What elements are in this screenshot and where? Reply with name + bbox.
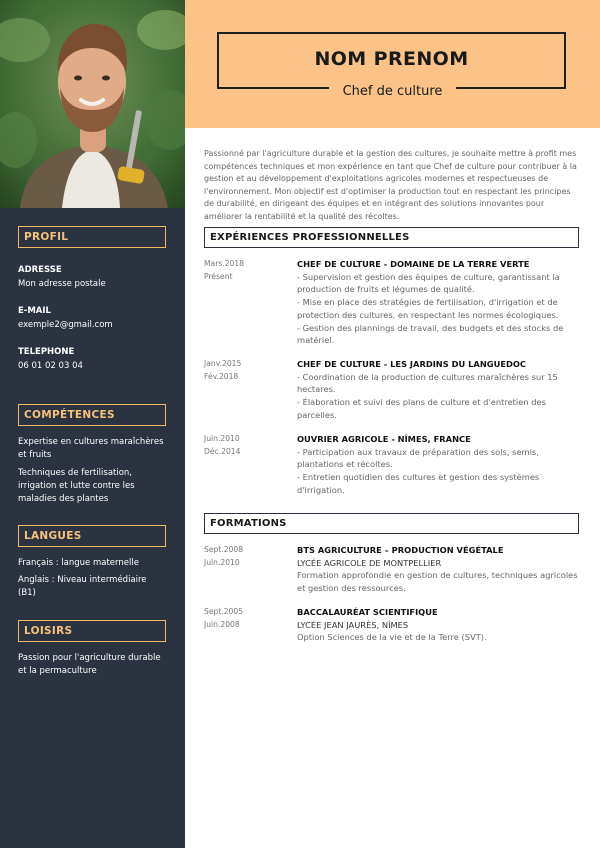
address-label: ADRESSE (18, 265, 62, 275)
job-title-wrap (185, 80, 600, 99)
header-band (185, 0, 600, 128)
address-value: Mon adresse postale (18, 279, 106, 289)
experience-title: CHEF DE CULTURE - LES JARDINS DU LANGUEDOC (297, 359, 527, 369)
hobbies-text: Passion pour l'agriculture durable et la permaculture (18, 653, 161, 676)
end-date: Déc.2014 (204, 446, 241, 456)
education-line: Formation approfondie en gestion de cultures, techniques agricoles (297, 570, 578, 580)
experience-dates (204, 433, 294, 458)
language-item: Anglais : Niveau intermédiaire (B1) (18, 575, 147, 598)
languages-heading: LANGUES (18, 525, 166, 547)
end-date: Juin.2010 (204, 557, 240, 567)
phone-label: TELEPHONE (18, 347, 75, 357)
experience-heading: EXPÉRIENCES PROFESSIONNELLES (204, 227, 579, 248)
experience-line: production de fruits et légumes de qualité. (297, 284, 475, 295)
education-dates (204, 606, 294, 631)
start-date: Sept.2005 (204, 607, 244, 616)
experience-title: OUVRIER AGRICOLE - NÎMES, FRANCE (297, 434, 471, 444)
profile-heading: PROFIL (18, 226, 166, 248)
sidebar (0, 0, 185, 848)
education-title: BTS AGRICULTURE – PRODUCTION VÉGÉTALE (297, 545, 504, 555)
education-heading: FORMATIONS (204, 513, 579, 534)
skill-item: Expertise en cultures maraîchères et fruits (18, 437, 164, 460)
start-date: Sept.2008 (204, 545, 244, 554)
hobbies-heading: LOISIRS (18, 620, 166, 642)
experience-line: matériel. (297, 335, 335, 346)
languages-section (18, 525, 166, 600)
experience-line: d'irrigation. (297, 484, 345, 495)
experience-line: plantations et récoltes. (297, 459, 393, 470)
experience-line: hectares. (297, 384, 336, 395)
skills-section (18, 404, 166, 506)
education-dates (204, 544, 294, 569)
experience-content (297, 258, 580, 347)
experience-dates (204, 258, 294, 283)
summary-text: Passionné par l'agriculture durable et la gestion des cultures, je souhaite mettre à profit mes compétences techniques et mon expérience en tant que Chef de culture pour contribuer à la gestion et au développement d'exploitations agricoles modernes et respectueuses de l'environnement. Mon objectif est d'optimiser la production tout en respectant les principes de durabilité, en dirigeant des équipes et en intégrant des solutions innovantes pour améliorer la rentabilité et la qualité des récoltes. (204, 149, 577, 221)
start-date: Juin.2010 (204, 434, 240, 443)
experience-content (297, 433, 580, 497)
experience-line: protection des cultures, en respectant les normes écologiques. (297, 309, 559, 320)
phone-value: 06 01 02 03 04 (18, 361, 83, 371)
experience-line: - Supervision et gestion des équipes de culture, garantissant la (297, 271, 560, 282)
education-school: LYCÉE AGRICOLE DE MONTPELLIER (297, 557, 442, 568)
skills-heading: COMPÉTENCES (18, 404, 166, 426)
experience-line: parcelles. (297, 409, 337, 420)
education-line: Option Sciences de la vie et de la Terre (SVT). (297, 632, 487, 642)
start-date: Janv.2015 (204, 359, 242, 368)
experience-line: - Coordination de la production de cultures maraîchères sur 15 (297, 371, 558, 382)
end-date: Juin.2008 (204, 619, 240, 629)
education-content (297, 544, 580, 595)
experience-line: - Participation aux travaux de préparation des sols, semis, (297, 446, 539, 457)
education-school: LYCÉE JEAN JAURÈS, NÎMES (297, 619, 409, 630)
experience-line: - Élaboration et suivi des plans de culture et d'entretien des (297, 397, 546, 408)
experience-line: - Gestion des plannings de travail, des budgets et des stocks de (297, 322, 564, 333)
end-date: Présent (204, 271, 233, 281)
experience-dates (204, 358, 294, 383)
education-line: et gestion des ressources. (297, 582, 406, 593)
skill-item: Techniques de fertilisation, irrigation et lutte contre les maladies des plantes (18, 468, 135, 504)
end-date: Fév.2018 (204, 371, 239, 381)
hobbies-section (18, 620, 166, 678)
email-value: exemple2@gmail.com (18, 320, 113, 330)
start-date: Mars.2018 (204, 259, 245, 268)
email-label: E-MAIL (18, 306, 51, 316)
experience-title: CHEF DE CULTURE - DOMAINE DE LA TERRE VERTE (297, 259, 530, 269)
experience-line: - Entretien quotidien des cultures et gestion des systèmes (297, 472, 540, 483)
profile-section (18, 226, 166, 371)
experience-content (297, 358, 580, 422)
candidate-name: NOM PRENOM (314, 48, 469, 70)
education-title: BACCALAURÉAT SCIENTIFIQUE (297, 607, 438, 617)
experience-line: - Mise en place des stratégies de fertilisation, d'irrigation et de (297, 297, 558, 308)
language-item: Français : langue maternelle (18, 558, 139, 568)
education-content (297, 606, 580, 644)
profile-photo (0, 0, 185, 208)
job-title: Chef de culture (329, 84, 457, 99)
